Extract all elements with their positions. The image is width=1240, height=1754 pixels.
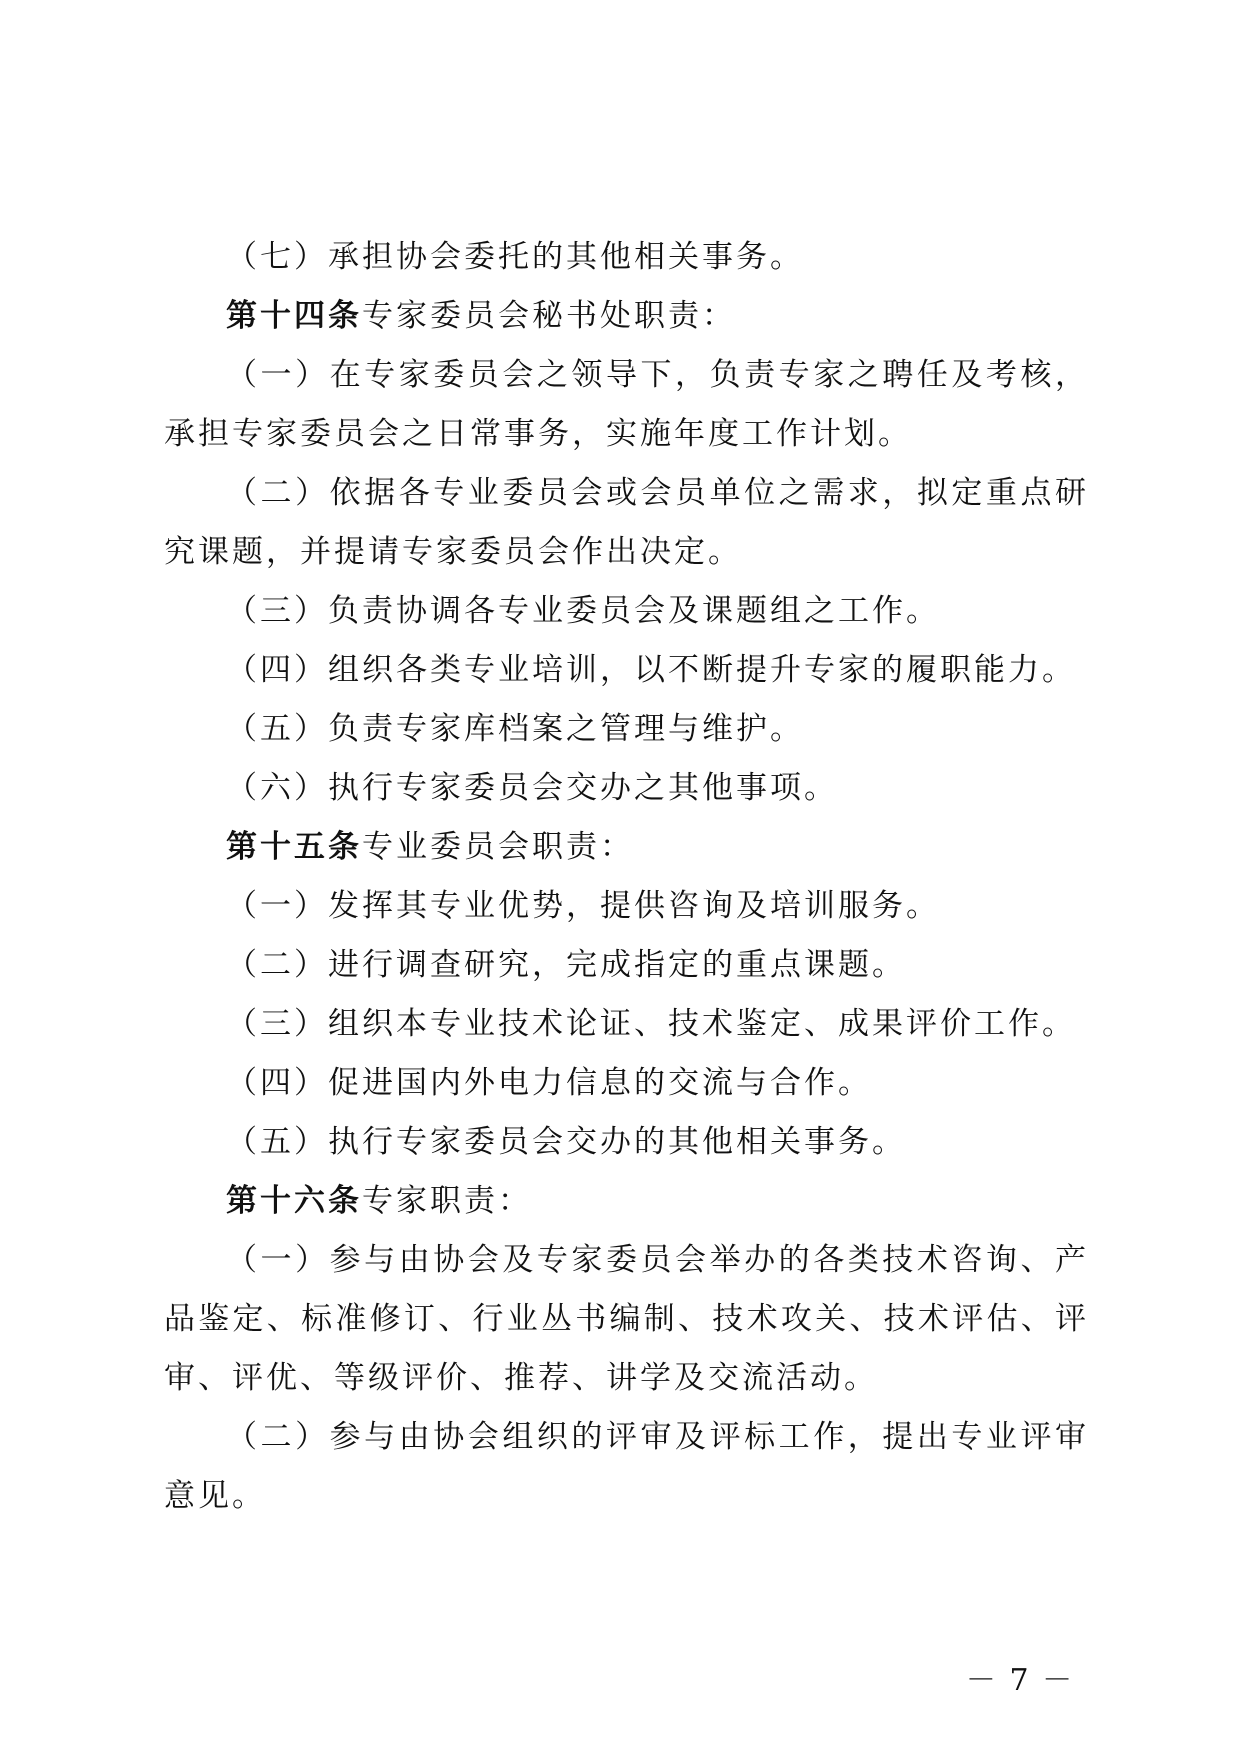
paragraph-text: （三）组织本专业技术论证、技术鉴定、成果评价工作。	[226, 1006, 1076, 1042]
paragraph-item-4	[164, 641, 1089, 700]
paragraph-item-2	[164, 936, 1089, 995]
paragraph-item-4	[164, 1054, 1089, 1113]
paragraph-text: （一）在专家委员会之领导下，负责专家之聘任及考核，承担专家委员会之日常事务，实施年度工作计划。	[164, 357, 1089, 452]
paragraph-item-1	[164, 346, 1089, 464]
paragraph-text: （二）进行调查研究，完成指定的重点课题。	[226, 947, 906, 983]
article-title: 专业委员会职责：	[362, 829, 634, 865]
article-16	[164, 1172, 1089, 1231]
paragraph-text: （四）组织各类专业培训，以不断提升专家的履职能力。	[226, 652, 1076, 688]
paragraph-text: （三）负责协调各专业委员会及课题组之工作。	[226, 593, 940, 629]
article-title: 专家职责：	[362, 1183, 532, 1219]
paragraph-item-1	[164, 877, 1089, 936]
article-title: 专家委员会秘书处职责：	[362, 298, 736, 334]
paragraph-text: （六）执行专家委员会交办之其他事项。	[226, 770, 838, 806]
paragraph-item-2	[164, 464, 1089, 582]
paragraph-item-6	[164, 759, 1089, 818]
paragraph-text: （一）发挥其专业优势，提供咨询及培训服务。	[226, 888, 940, 924]
paragraph-text: （二）依据各专业委员会或会员单位之需求，拟定重点研究课题，并提请专家委员会作出决定。	[164, 475, 1089, 570]
article-15	[164, 818, 1089, 877]
article-heading: 第十六条	[226, 1183, 362, 1219]
paragraph-item-1	[164, 1231, 1089, 1408]
paragraph-text: （五）执行专家委员会交办的其他相关事务。	[226, 1124, 906, 1160]
paragraph-item-3	[164, 995, 1089, 1054]
document-body	[164, 228, 1089, 1526]
article-14	[164, 287, 1089, 346]
page-number: － 7 －	[965, 1663, 1075, 1698]
paragraph-item-2	[164, 1408, 1089, 1526]
article-heading: 第十五条	[226, 829, 362, 865]
paragraph-text: （五）负责专家库档案之管理与维护。	[226, 711, 804, 747]
paragraph-text: （七）承担协会委托的其他相关事务。	[226, 239, 804, 275]
paragraph-text: （四）促进国内外电力信息的交流与合作。	[226, 1065, 872, 1101]
paragraph-item-5	[164, 1113, 1089, 1172]
paragraph-item-5	[164, 700, 1089, 759]
paragraph-item-3	[164, 582, 1089, 641]
paragraph-text: （一）参与由协会及专家委员会举办的各类技术咨询、产品鉴定、标准修订、行业丛书编制、技术攻关、技术评估、评审、评优、等级评价、推荐、讲学及交流活动。	[164, 1242, 1089, 1396]
article-heading: 第十四条	[226, 298, 362, 334]
paragraph-item-7	[164, 228, 1089, 287]
paragraph-text: （二）参与由协会组织的评审及评标工作，提出专业评审意见。	[164, 1419, 1089, 1514]
